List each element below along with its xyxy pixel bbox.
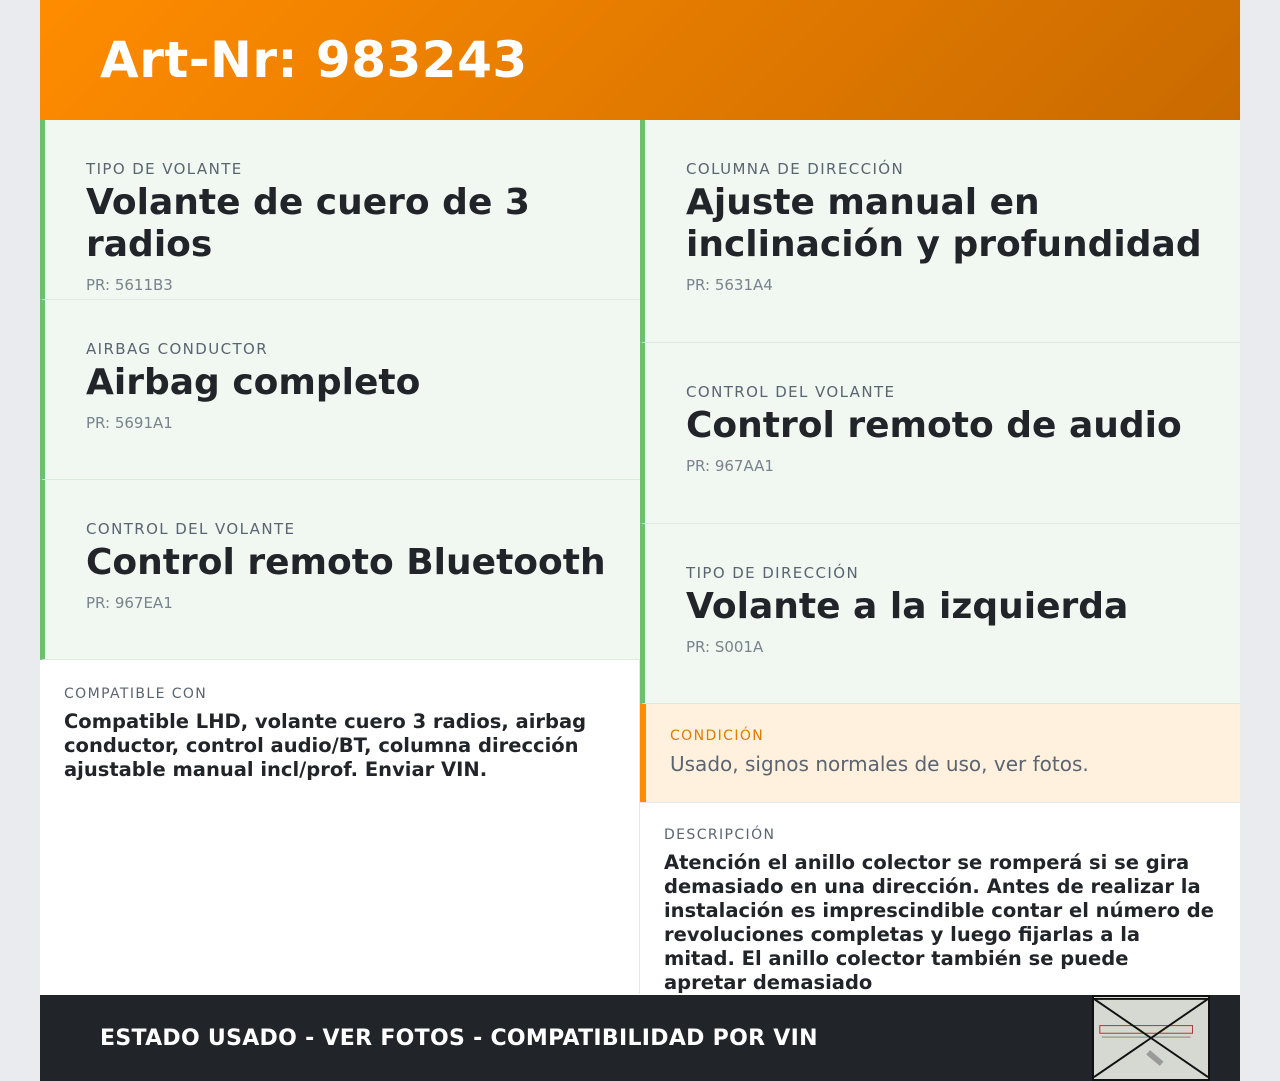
spec-label: AIRBAG CONDUCTOR (86, 340, 269, 358)
spec-card (40, 120, 640, 300)
header (40, 0, 1240, 120)
spec-label: TIPO DE DIRECCIÓN (686, 564, 860, 582)
condition-text: Usado, signos normales de uso, ver fotos. (670, 752, 1089, 776)
footer-bar (40, 995, 1240, 1081)
label-photo-icon (1092, 995, 1210, 1081)
spec-label: COLUMNA DE DIRECCIÓN (686, 160, 905, 178)
spec-value: Volante a la izquierda (686, 586, 1129, 627)
spec-card (40, 480, 640, 660)
right-column (640, 120, 1240, 996)
spec-value: Control remoto Bluetooth (86, 542, 606, 583)
spec-pr-code: PR: 5611B3 (86, 276, 173, 294)
spec-label: TIPO DE VOLANTE (86, 160, 243, 178)
compatible-section (40, 660, 640, 994)
description-section (640, 802, 1240, 996)
article-number: Art-Nr: 983243 (100, 31, 528, 89)
spec-pr-code: PR: 5691A1 (86, 414, 173, 432)
compatible-label: COMPATIBLE CON (64, 686, 208, 702)
spec-label: CONTROL DEL VOLANTE (686, 383, 896, 401)
description-text: Atención el anillo colector se romperá si se gira demasiado en una dirección. Antes de realizar la instalación es imprescindible contar el número de revoluciones completas y luego fijarlas a la mitad. El anillo colector también se puede apretar demasiado (664, 851, 1214, 994)
spec-value: Control remoto de audio (686, 405, 1182, 446)
spec-value: Ajuste manual en inclinación y profundidad (686, 182, 1202, 265)
description-label: DESCRIPCIÓN (664, 827, 776, 843)
condition-section (640, 704, 1240, 802)
spec-pr-code: PR: 967AA1 (686, 457, 774, 475)
spec-card (640, 343, 1240, 524)
spec-value: Volante de cuero de 3 radios (86, 182, 530, 265)
footer-text: ESTADO USADO - VER FOTOS - COMPATIBILIDAD POR VIN (100, 1025, 818, 1051)
product-sheet (40, 0, 1240, 1081)
spec-pr-code: PR: 5631A4 (686, 276, 773, 294)
spec-label: CONTROL DEL VOLANTE (86, 520, 296, 538)
spec-card (640, 120, 1240, 343)
compatible-text: Compatible LHD, volante cuero 3 radios, airbag conductor, control audio/BT, columna dirección ajustable manual incl/prof. Enviar VIN. (64, 710, 587, 781)
spec-value: Airbag completo (86, 362, 421, 403)
left-column (40, 120, 640, 994)
spec-card (40, 300, 640, 480)
condition-label: CONDICIÓN (670, 728, 765, 744)
spec-pr-code: PR: S001A (686, 638, 764, 656)
spec-card (640, 524, 1240, 704)
spec-pr-code: PR: 967EA1 (86, 594, 173, 612)
